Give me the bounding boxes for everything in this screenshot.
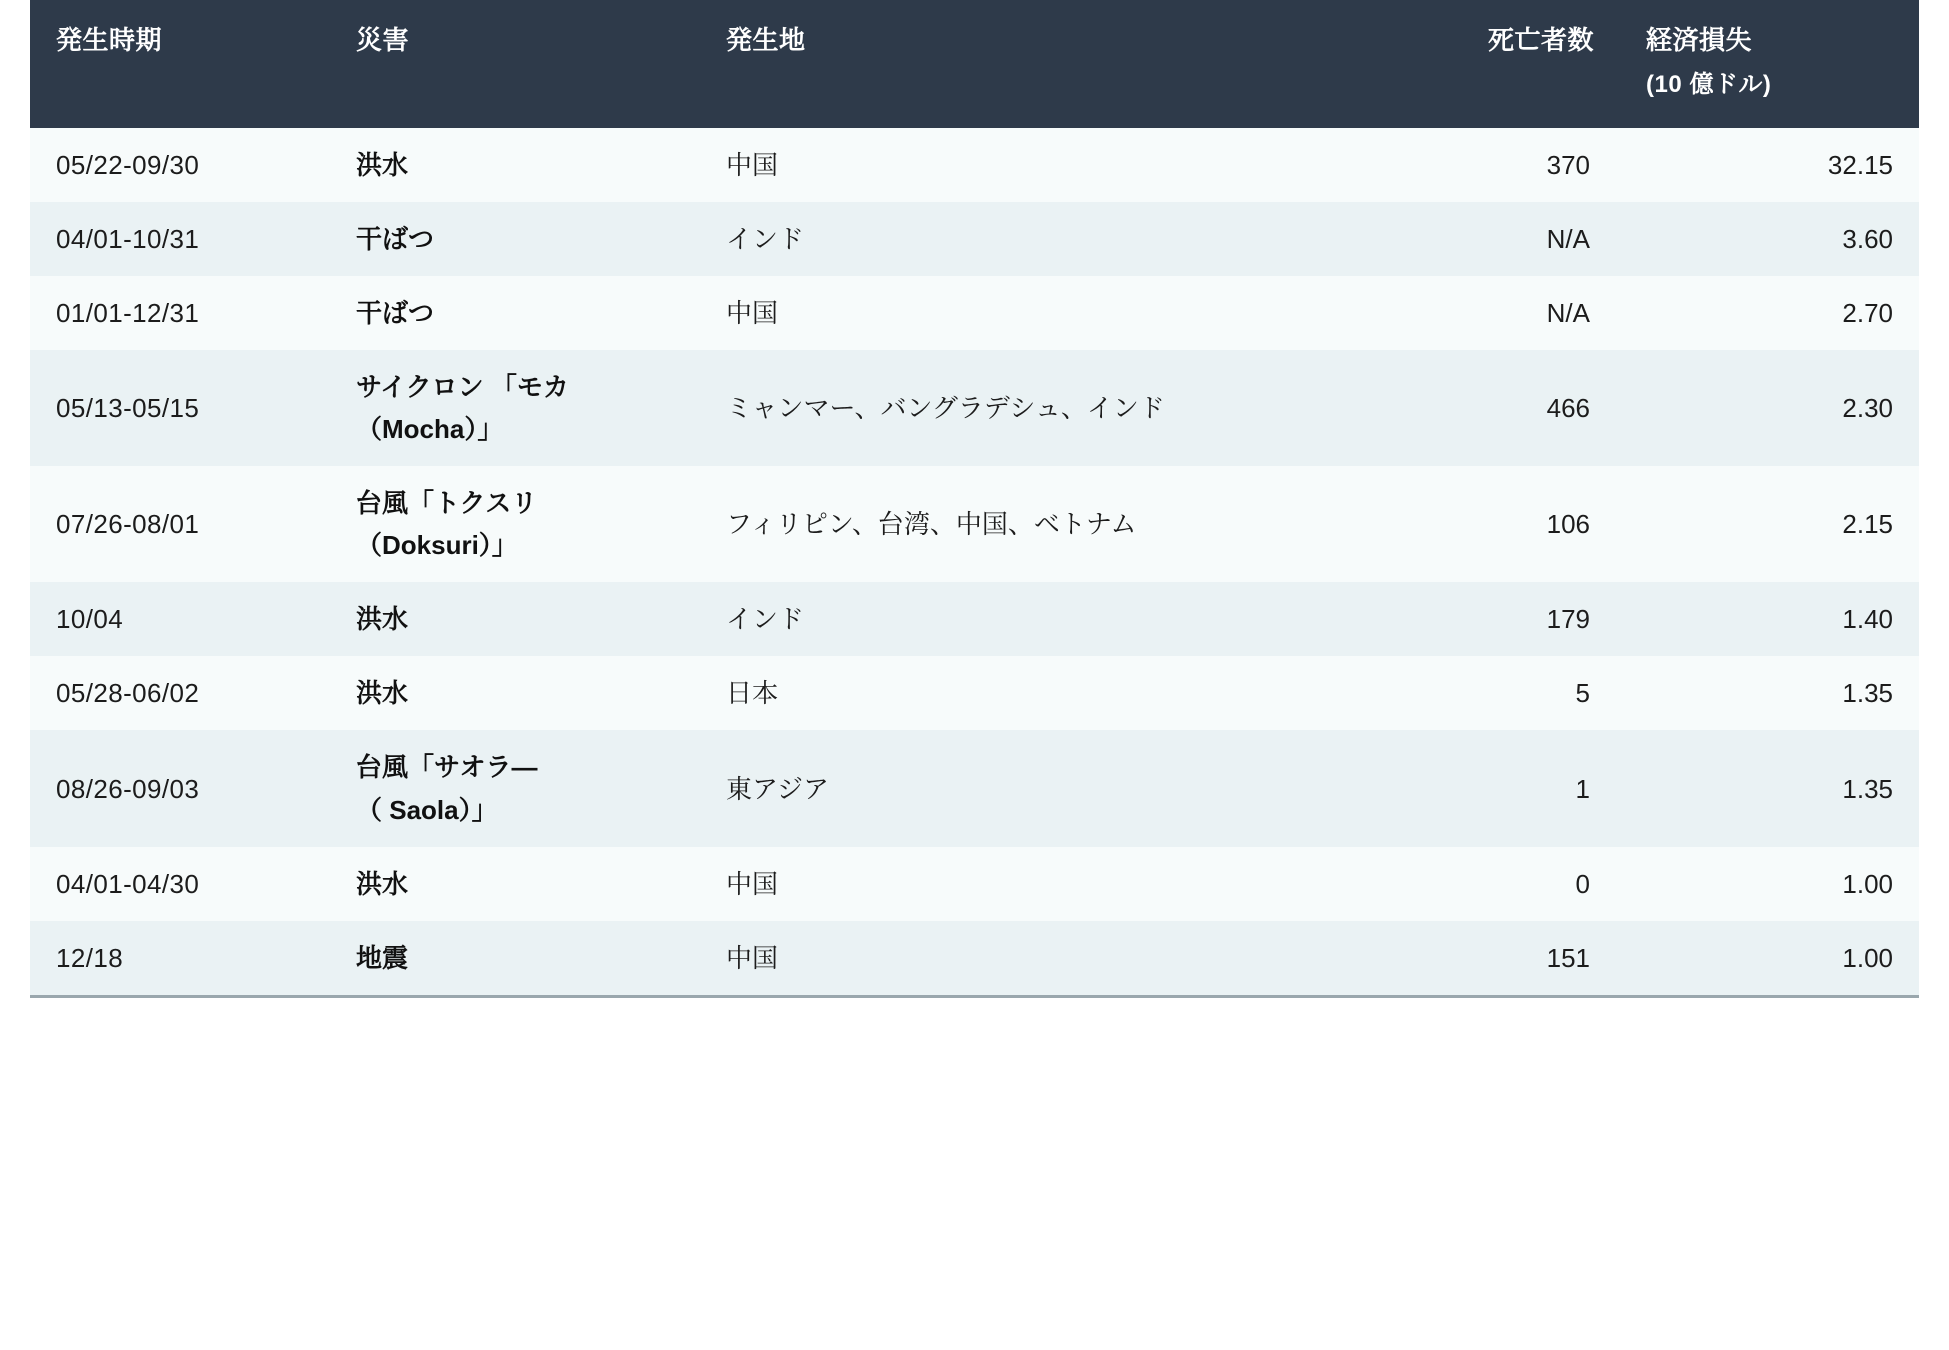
table-header-row — [30, 0, 1919, 128]
table-row — [30, 276, 1919, 350]
cell-deaths: 179 — [1325, 582, 1620, 656]
table-body — [30, 128, 1919, 995]
cell-type — [330, 276, 700, 350]
disaster-table-container — [30, 0, 1919, 995]
cell-place: ミャンマー、バングラデシュ、インド — [700, 350, 1325, 466]
cell-type-line1: 洪水 — [356, 868, 409, 899]
cell-loss: 1.40 — [1620, 582, 1919, 656]
cell-type — [330, 730, 700, 846]
column-header-place: 発生地 — [700, 0, 1325, 128]
cell-period: 04/01-04/30 — [30, 847, 330, 921]
cell-loss: 1.00 — [1620, 921, 1919, 995]
cell-place: 中国 — [700, 847, 1325, 921]
cell-period: 12/18 — [30, 921, 330, 995]
cell-period: 04/01-10/31 — [30, 202, 330, 276]
cell-deaths: 370 — [1325, 128, 1620, 202]
cell-period: 05/13-05/15 — [30, 350, 330, 466]
cell-deaths: 106 — [1325, 466, 1620, 582]
cell-period: 07/26-08/01 — [30, 466, 330, 582]
cell-loss: 32.15 — [1620, 128, 1919, 202]
cell-place: 中国 — [700, 276, 1325, 350]
cell-type — [330, 656, 700, 730]
cell-type-line1: 干ばつ — [356, 297, 435, 328]
cell-place: 東アジア — [700, 730, 1325, 846]
cell-type-line2: （Doksuri）」 — [356, 530, 518, 561]
table-row — [30, 350, 1919, 466]
table-row — [30, 656, 1919, 730]
cell-type-line1: 地震 — [356, 942, 409, 973]
cell-place: 中国 — [700, 921, 1325, 995]
cell-type-line1: 台風「サオラ― — [356, 752, 538, 783]
table-row — [30, 466, 1919, 582]
table-bottom-rule — [30, 995, 1919, 998]
cell-place: インド — [700, 582, 1325, 656]
cell-loss: 2.15 — [1620, 466, 1919, 582]
cell-type — [330, 202, 700, 276]
cell-type — [330, 466, 700, 582]
table-row — [30, 921, 1919, 995]
cell-loss: 3.60 — [1620, 202, 1919, 276]
cell-place: 日本 — [700, 656, 1325, 730]
cell-deaths: N/A — [1325, 276, 1620, 350]
cell-loss: 1.35 — [1620, 656, 1919, 730]
cell-type-line1: 洪水 — [356, 149, 409, 180]
table-row — [30, 730, 1919, 846]
cell-loss: 2.30 — [1620, 350, 1919, 466]
cell-deaths: 0 — [1325, 847, 1620, 921]
cell-type-line1: 洪水 — [356, 678, 409, 709]
cell-type-line2: （ Saola）」 — [356, 794, 498, 825]
cell-type — [330, 847, 700, 921]
table-row — [30, 202, 1919, 276]
cell-type-line1: サイクロン 「モカ — [356, 371, 569, 402]
cell-deaths: N/A — [1325, 202, 1620, 276]
cell-type-line1: 干ばつ — [356, 223, 435, 254]
column-header-loss-line2: (10 億ドル) — [1646, 70, 1772, 98]
cell-type — [330, 128, 700, 202]
cell-type — [330, 921, 700, 995]
column-header-loss-line1: 経済損失 — [1646, 25, 1753, 55]
cell-period: 08/26-09/03 — [30, 730, 330, 846]
cell-place: フィリピン、台湾、中国、ベトナム — [700, 466, 1325, 582]
disaster-table — [30, 0, 1919, 995]
cell-deaths: 151 — [1325, 921, 1620, 995]
cell-period: 05/28-06/02 — [30, 656, 330, 730]
cell-type — [330, 582, 700, 656]
cell-period: 10/04 — [30, 582, 330, 656]
table-header — [30, 0, 1919, 128]
cell-loss: 1.35 — [1620, 730, 1919, 846]
column-header-loss — [1620, 0, 1919, 128]
cell-type — [330, 350, 700, 466]
cell-deaths: 466 — [1325, 350, 1620, 466]
table-row — [30, 847, 1919, 921]
cell-period: 01/01-12/31 — [30, 276, 330, 350]
cell-loss: 2.70 — [1620, 276, 1919, 350]
cell-deaths: 5 — [1325, 656, 1620, 730]
cell-period: 05/22-09/30 — [30, 128, 330, 202]
cell-loss: 1.00 — [1620, 847, 1919, 921]
table-row — [30, 128, 1919, 202]
cell-place: インド — [700, 202, 1325, 276]
column-header-type: 災害 — [330, 0, 700, 128]
cell-deaths: 1 — [1325, 730, 1620, 846]
column-header-deaths: 死亡者数 — [1325, 0, 1620, 128]
cell-type-line2: （Mocha）」 — [356, 413, 504, 444]
cell-type-line1: 台風「トクスリ — [356, 488, 538, 519]
cell-place: 中国 — [700, 128, 1325, 202]
column-header-period: 発生時期 — [30, 0, 330, 128]
table-row — [30, 582, 1919, 656]
cell-type-line1: 洪水 — [356, 604, 409, 635]
